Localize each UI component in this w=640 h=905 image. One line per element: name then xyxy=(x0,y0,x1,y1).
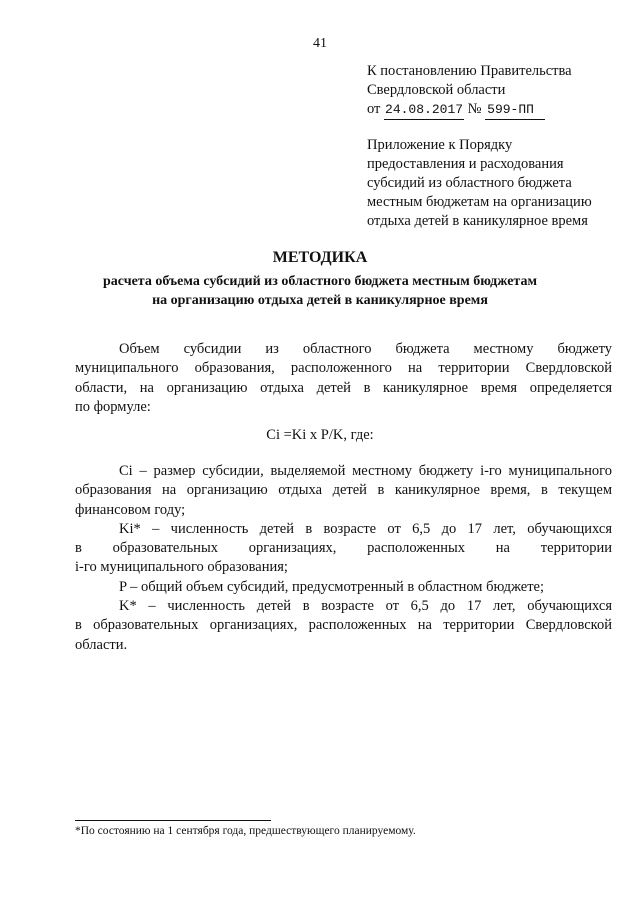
definitions xyxy=(75,462,612,655)
intro-line: области, на организацию отдыха детей в каникулярное время определяется xyxy=(75,379,612,396)
definition-ki-line: Ki* – численность детей в возрасте от 6,5 до 17 лет, обучающихся xyxy=(119,520,612,537)
definition-ci-line: образования на организацию отдыха детей в каникулярное время, в текущем xyxy=(75,482,612,499)
definition-ci-line: Ci – размер субсидии, выделяемой местному бюджету i-го муниципального xyxy=(119,463,612,479)
definition-ki-line: в образовательных организациях, расположенных на территории xyxy=(75,540,612,557)
decree-date-prefix: от xyxy=(367,101,381,117)
document-subtitle xyxy=(60,272,580,310)
decree-number-prefix: № xyxy=(467,101,482,117)
definition-k-line: в образовательных организациях, расположенных на территории Свердловской xyxy=(75,617,612,634)
intro-line: Объем субсидии из областного бюджета местному бюджету xyxy=(119,341,612,357)
formula: Ci =Ki x P/K, где: xyxy=(266,427,374,443)
definition-k-line: K* – численность детей в возрасте от 6,5 до 17 лет, обучающихся xyxy=(119,598,612,615)
decree-number: 599-ПП xyxy=(485,100,545,120)
subtitle-line: на организацию отдыха детей в каникулярное время xyxy=(152,293,488,308)
intro-paragraph xyxy=(75,340,612,417)
appendix-line: предоставления и расходования xyxy=(367,156,564,172)
decree-reference xyxy=(367,62,617,120)
appendix-line: Приложение к Порядку xyxy=(367,137,513,153)
decree-line-2: Свердловской области xyxy=(367,82,506,98)
page-number: 41 xyxy=(313,36,327,51)
appendix-reference xyxy=(367,136,617,231)
subtitle-line: расчета объема субсидий из областного бюджета местным бюджетам xyxy=(102,274,538,289)
definition-p-line: P – общий объем субсидий, предусмотренный в областном бюджете; xyxy=(119,578,545,595)
appendix-line: субсидий из областного бюджета xyxy=(367,175,572,191)
definition-ki-line: i-го муниципального образования; xyxy=(75,559,288,576)
intro-line: по формуле: xyxy=(75,398,151,415)
decree-date: 24.08.2017 xyxy=(384,100,464,120)
appendix-line: местным бюджетам на организацию xyxy=(367,194,592,210)
intro-line: муниципального образования, расположенного на территории Свердловской xyxy=(75,360,612,377)
definition-k-line: области. xyxy=(75,636,128,653)
document-title: МЕТОДИКА xyxy=(272,249,368,266)
footnote-divider xyxy=(75,820,271,821)
appendix-line: отдыха детей в каникулярное время xyxy=(367,213,588,229)
definition-ci-line: финансовом году; xyxy=(75,501,186,518)
footnote: *По состоянию на 1 сентября года, предшествующего планируемому. xyxy=(75,825,416,837)
decree-date-line xyxy=(367,100,617,120)
decree-line-1: К постановлению Правительства xyxy=(367,63,572,79)
